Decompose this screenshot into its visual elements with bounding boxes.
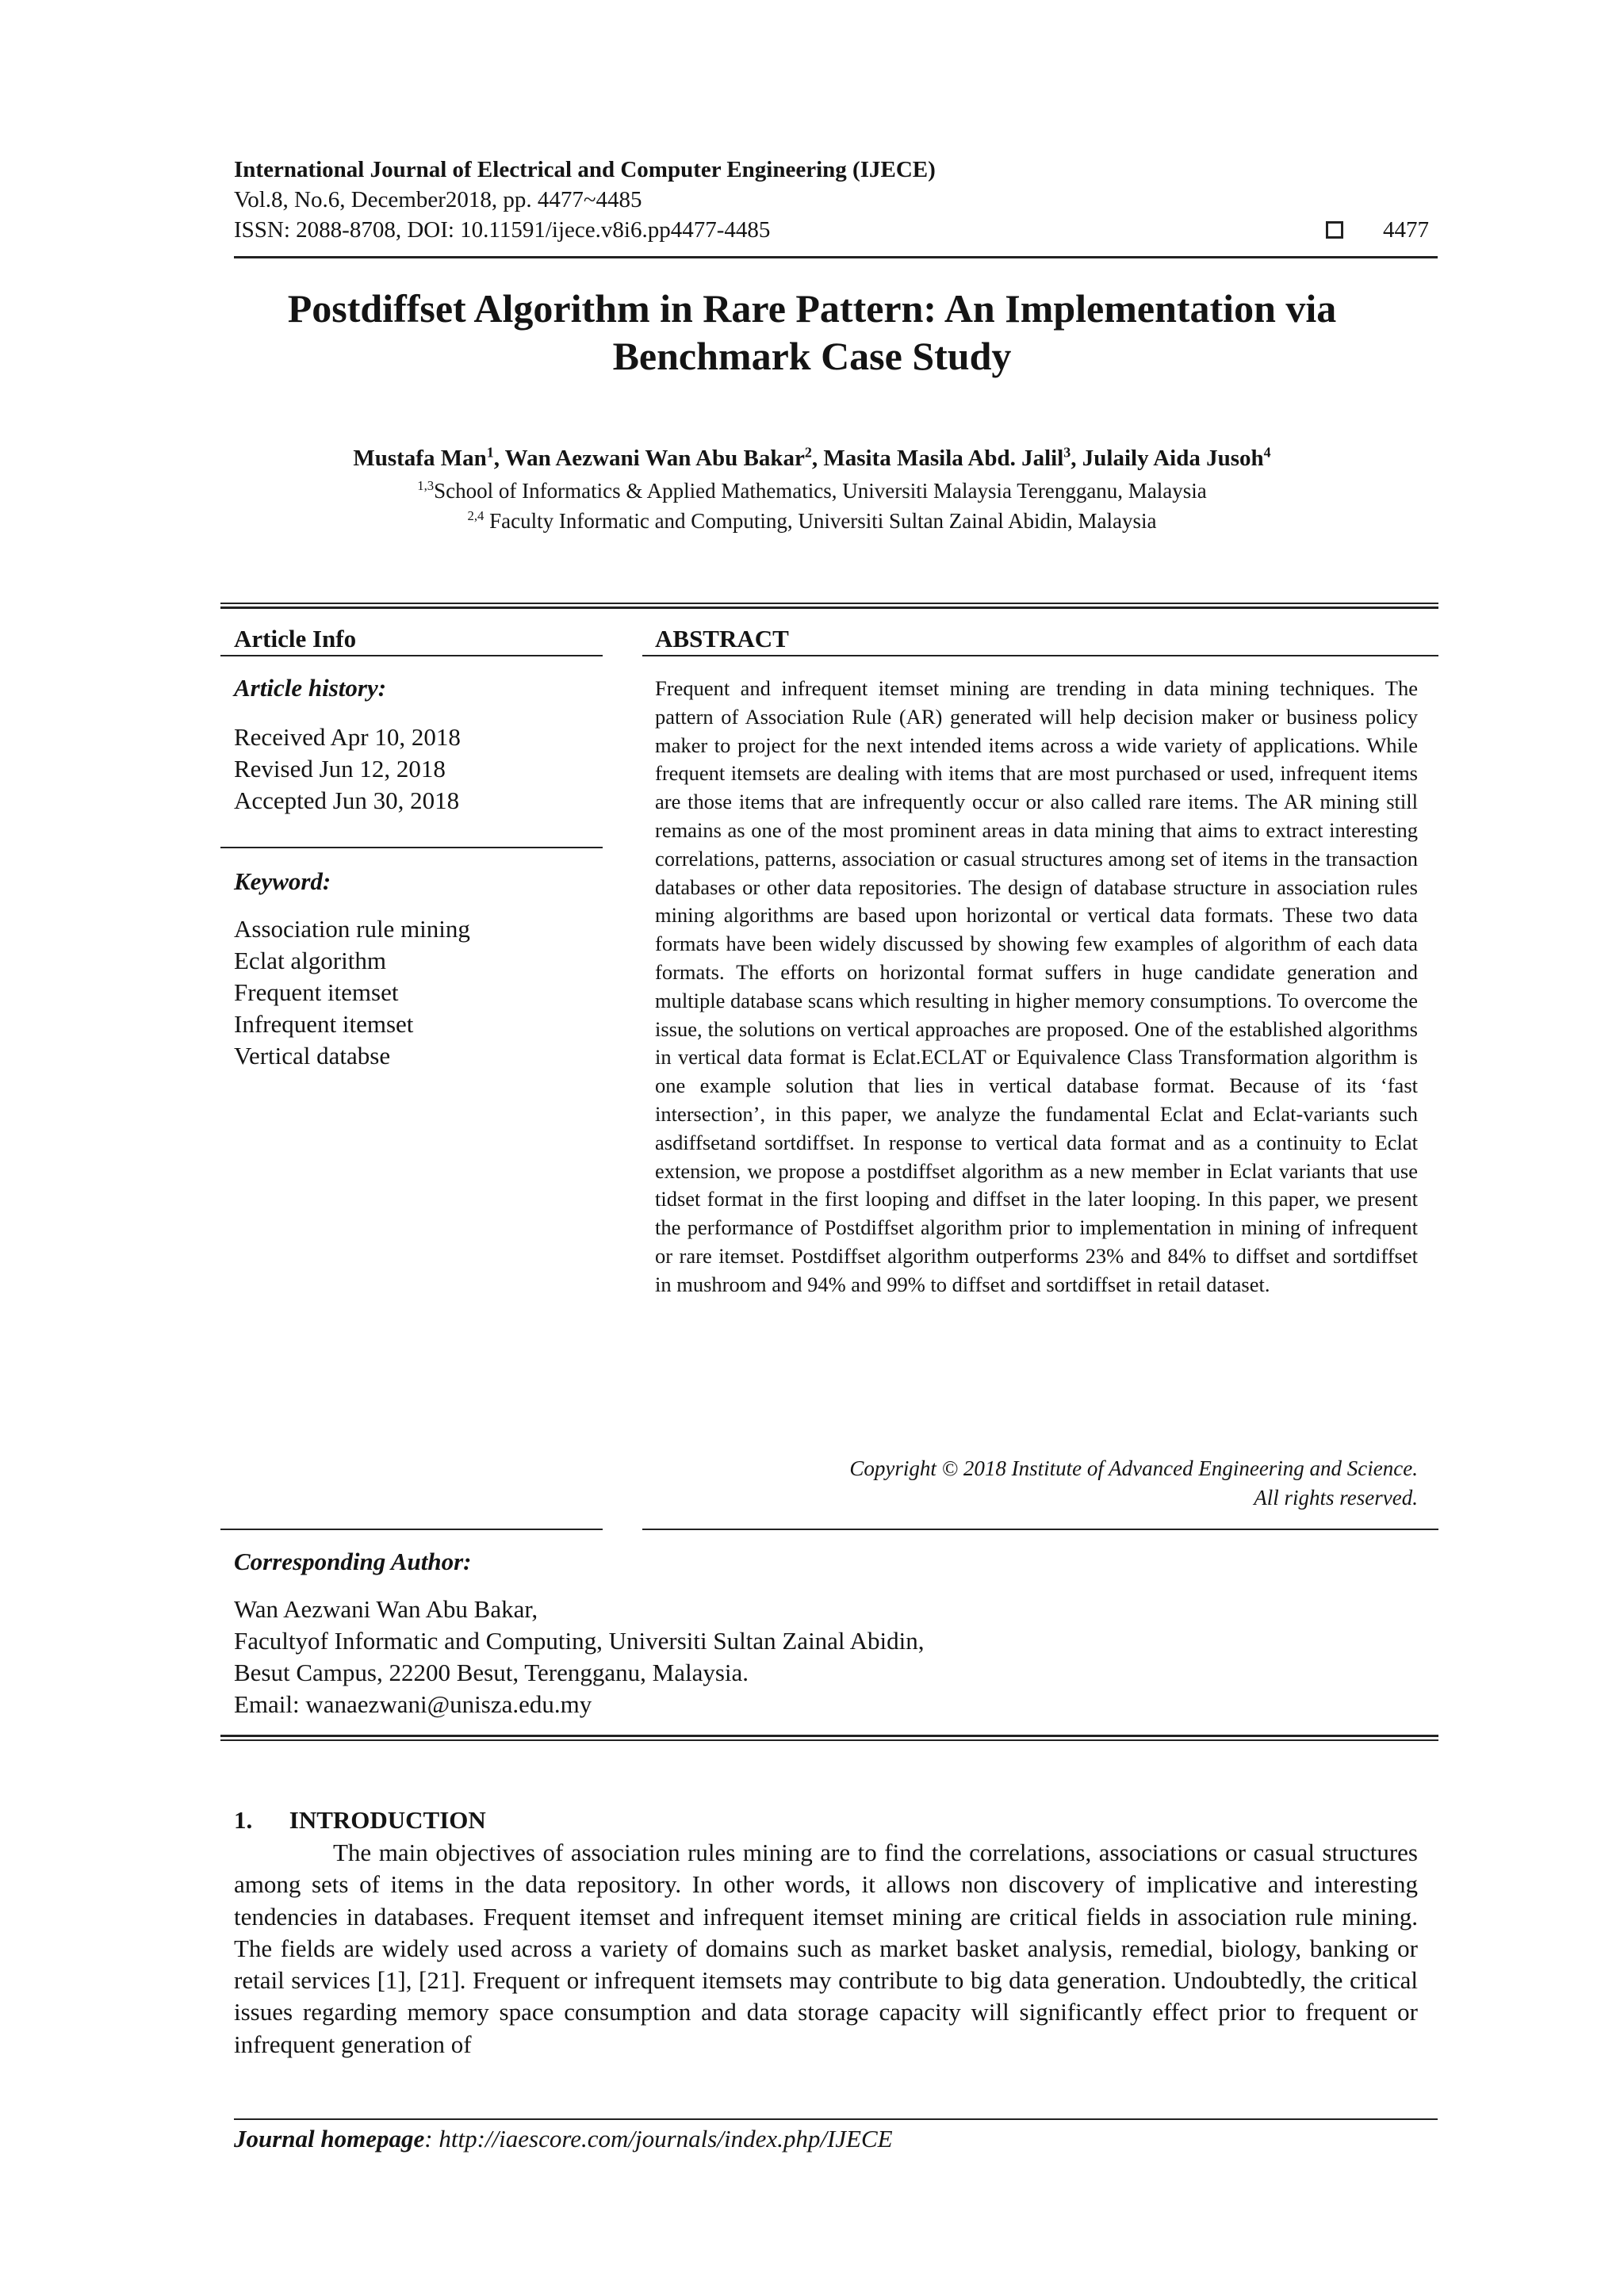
introduction-heading: 1. INTRODUCTION — [234, 1806, 486, 1834]
copyright-line-2: All rights reserved. — [1254, 1486, 1418, 1510]
infobox-bottom-rule-2 — [220, 1739, 1438, 1741]
keyword-item: Association rule mining — [234, 915, 470, 943]
journal-homepage[interactable]: Journal homepage: http://iaescore.com/journals/index.php/IJECE — [234, 2125, 893, 2152]
received-date: Received Apr 10, 2018 — [234, 723, 461, 751]
copyright-line-1: Copyright © 2018 Institute of Advanced Engineering and Science. — [849, 1456, 1418, 1480]
page-number: 4477 — [1383, 217, 1429, 243]
paper-title-line-1: Postdiffset Algorithm in Rare Pattern: An Implementation via — [287, 286, 1337, 331]
corresponding-name: Wan Aezwani Wan Abu Bakar, — [234, 1595, 538, 1623]
article-history-rule — [220, 847, 603, 848]
corresponding-email[interactable]: Email: wanaezwani@unisza.edu.my — [234, 1690, 592, 1718]
keyword-item: Frequent itemset — [234, 978, 399, 1006]
corresponding-dept: Facultyof Informatic and Computing, Universiti Sultan Zainal Abidin, — [234, 1627, 925, 1655]
journal-issn: ISSN: 2088-8708, DOI: 10.11591/ijece.v8i6.pp4477-4485 — [234, 217, 771, 243]
keyword-item: Infrequent itemset — [234, 1010, 414, 1038]
header-rule — [234, 256, 1438, 258]
article-info-bottom-rule — [220, 1529, 603, 1530]
accepted-date: Accepted Jun 30, 2018 — [234, 786, 460, 814]
affiliation-1: $^{1,3}$School of Informatics & Applied Mathematics, Universiti Malaysia Terengganu, Malaysia — [417, 478, 1207, 503]
infobox-bottom-rule — [220, 1735, 1438, 1737]
keyword-list — [234, 913, 470, 1072]
corresponding-heading: Corresponding Author: — [234, 1548, 472, 1575]
paper-title-line-2: Benchmark Case Study — [612, 334, 1012, 378]
corresponding-address: Besut Campus, 22200 Besut, Terengganu, Malaysia. — [234, 1659, 749, 1686]
keyword-item: Eclat algorithm — [234, 947, 386, 974]
abstract-bottom-rule — [642, 1529, 1438, 1530]
infobox-top-rule — [220, 603, 1438, 604]
infobox-top-rule-2 — [220, 607, 1438, 609]
article-info-rule — [220, 655, 603, 656]
journal-volume: Vol.8, No.6, December2018, pp. 4477~4485 — [234, 187, 642, 212]
abstract-text: Frequent and infrequent itemset mining are trending in data mining techniques. The pattern of Association Rule (AR) generated will help decision maker or business policy maker to project for the next intended items across a wide variety of applications. While frequent itemsets are dealing with items that are most purchased or used, infrequent items are those items that are infrequently occur or also called rare items. The AR mining still remains as one of the most prominent areas in data mining that aims to extract interesting correlations, patterns, association or casual structures among set of items in the transaction databases or other data repositories. The design of database structure in association rules mining algorithms are based upon horizontal or vertical data formats. These two data formats have been widely discussed by showing few examples of algorithm of each data formats. The efforts on horizontal format suffers in huge candidate generation and multiple database scans which resulting in higher memory consumptions. To overcome the issue, the solutions on vertical approaches are proposed. One of the established algorithms in vertical data format is Eclat.ECLAT or Equivalence Class Transformation algorithm is one example solution that lies in vertical database format. Because of its ‘fast intersection’, in this paper, we analyze the fundamental Eclat and Eclat-variants such asdiffsetand sortdiffset. In response to vertical data format and as a continuity to Eclat extension, we propose a postdiffset algorithm as a new member in Eclat variants that use tidset format in the first looping and diffset in the later looping. In this paper, we present the performance of Postdiffset algorithm prior to implementation in mining of infrequent or rare itemset. Postdiffset algorithm outperforms 23% and 84% to diffset and sortdiffset in mushroom and 94% and 99% to diffset and sortdiffset in retail dataset. — [655, 676, 1418, 1296]
abstract-rule — [642, 655, 1438, 656]
square-icon — [1326, 221, 1343, 241]
affiliation-2: $^{2,4}$ Faculty Informatic and Computing, Universiti Sultan Zainal Abidin, Malaysia — [467, 508, 1157, 533]
introduction-text: The main objectives of association rules mining are to find the correlations, associations or casual structures among sets of items in the data repository. In other words, it allows non discovery of implicative and interesting tendencies in databases. Frequent itemset and infrequent itemset mining are critical fields in association rule mining. The fields are widely used across a variety of domains such as market basket analysis, remedial, biology, banking or retail services [1], [21]. Frequent or infrequent itemsets may contribute to big data generation. Undoubtedly, the critical issues regarding memory space consumption and data storage capacity will significantly effect prior to frequent or infrequent generation of — [234, 1839, 1418, 2058]
article-info-heading: Article Info — [234, 625, 357, 652]
author-list: Mustafa Man$^1$, Wan Aezwani Wan Abu Bakar$^2$, Masita Masila Abd. Jalil$^3$, Julaily Aida Jusoh$^4$ — [353, 444, 1271, 471]
revised-date: Revised Jun 12, 2018 — [234, 755, 446, 783]
footer-rule — [234, 2118, 1438, 2120]
article-history-heading: Article history: — [234, 674, 387, 702]
journal-name: International Journal of Electrical and Computer Engineering (IJECE) — [234, 157, 936, 182]
keyword-item: Vertical databse — [234, 1042, 391, 1070]
abstract-heading: ABSTRACT — [655, 625, 789, 652]
keyword-heading: Keyword: — [234, 867, 331, 895]
